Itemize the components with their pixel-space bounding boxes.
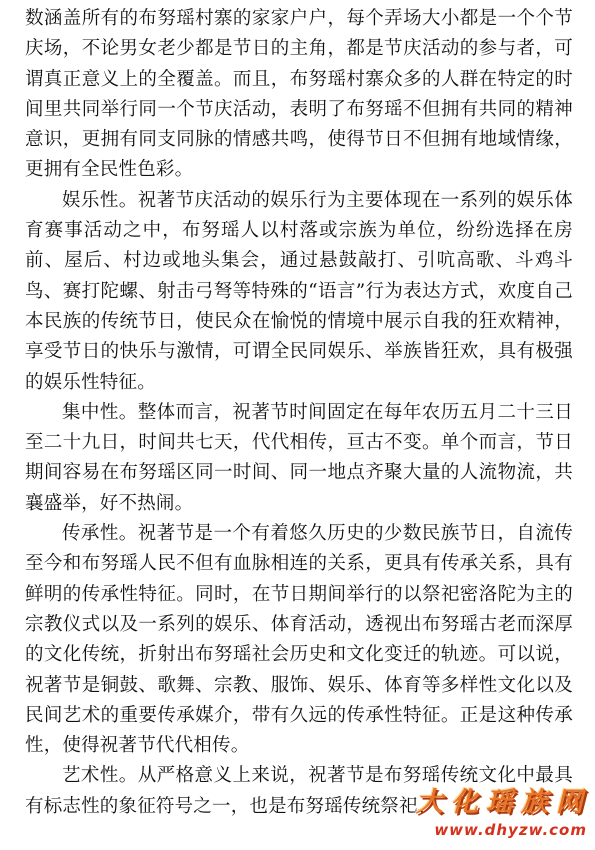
- paragraph-concentration: 集中性。整体而言，祝著节时间固定在每年农历五月二十三日至二十九日，时间共七天，代代相传，亘古不变。单个而言，节日期间容易在布努瑶区同一时间、同一地点齐聚大量的人流物流，共襄盛举，好不热闹。: [25, 401, 573, 514]
- watermark-title: 大化瑶族网: [416, 787, 591, 818]
- paragraph-intro-continued: 数涵盖所有的布努瑶村寨的家家户户，每个弄场大小都是一个个节庆场，不论男女老少都是节日的主角，都是节庆活动的参与者，可谓真正意义上的全覆盖。而且，布努瑶村寨众多的人群在特定的时间里共同举行同一个节庆活动，表明了布努瑶不但拥有共同的精神意识，更拥有同支同脉的情感共鸣，使得节日不但拥有地域情缘，更拥有全民性色彩。: [25, 8, 573, 181]
- paragraph-artistry: 艺术性。从严格意义上来说，祝著节是布努瑶传统文化中最具有标志性的象征符号之一，也是布努瑶传统祭祀、: [25, 765, 573, 817]
- watermark-url: www.dhyzw.com: [434, 821, 587, 839]
- site-watermark: [371, 786, 591, 848]
- paragraph-entertainment: 娱乐性。祝著节庆活动的娱乐行为主要体现在一系列的娱乐体育赛事活动之中，布努瑶人以村落或宗族为单位，纷纷选择在房前、屋后、村边或地头集会，通过悬鼓敲打、引吭高歌、斗鸡斗鸟、赛打陀螺、射击弓弩等特殊的“语言”行为表达方式，欢度自己本民族的传统节日，使民众在愉悦的情境中展示自我的狂欢精神，享受节日的快乐与激情，可谓全民同娱乐、举族皆狂欢，具有极强的娱乐性特征。: [25, 189, 573, 393]
- paragraph-inheritance: 传承性。祝著节是一个有着悠久历史的少数民族节日，自流传至今和布努瑶人民不但有血脉相连的关系，更具有传承关系，具有鲜明的传承性特征。同时，在节日期间举行的以祭祀密洛陀为主的宗教仪式以及一系列的娱乐、体育活动，透视出布努瑶古老而深厚的文化传统，折射出布努瑶社会历史和文化变迁的轨迹。可以说，祝著节是铜鼓、歌舞、宗教、服饰、娱乐、体育等多样性文化以及民间艺术的重要传承媒介，带有久远的传承性特征。正是这种传承性，使得祝著节代代相传。: [25, 523, 573, 757]
